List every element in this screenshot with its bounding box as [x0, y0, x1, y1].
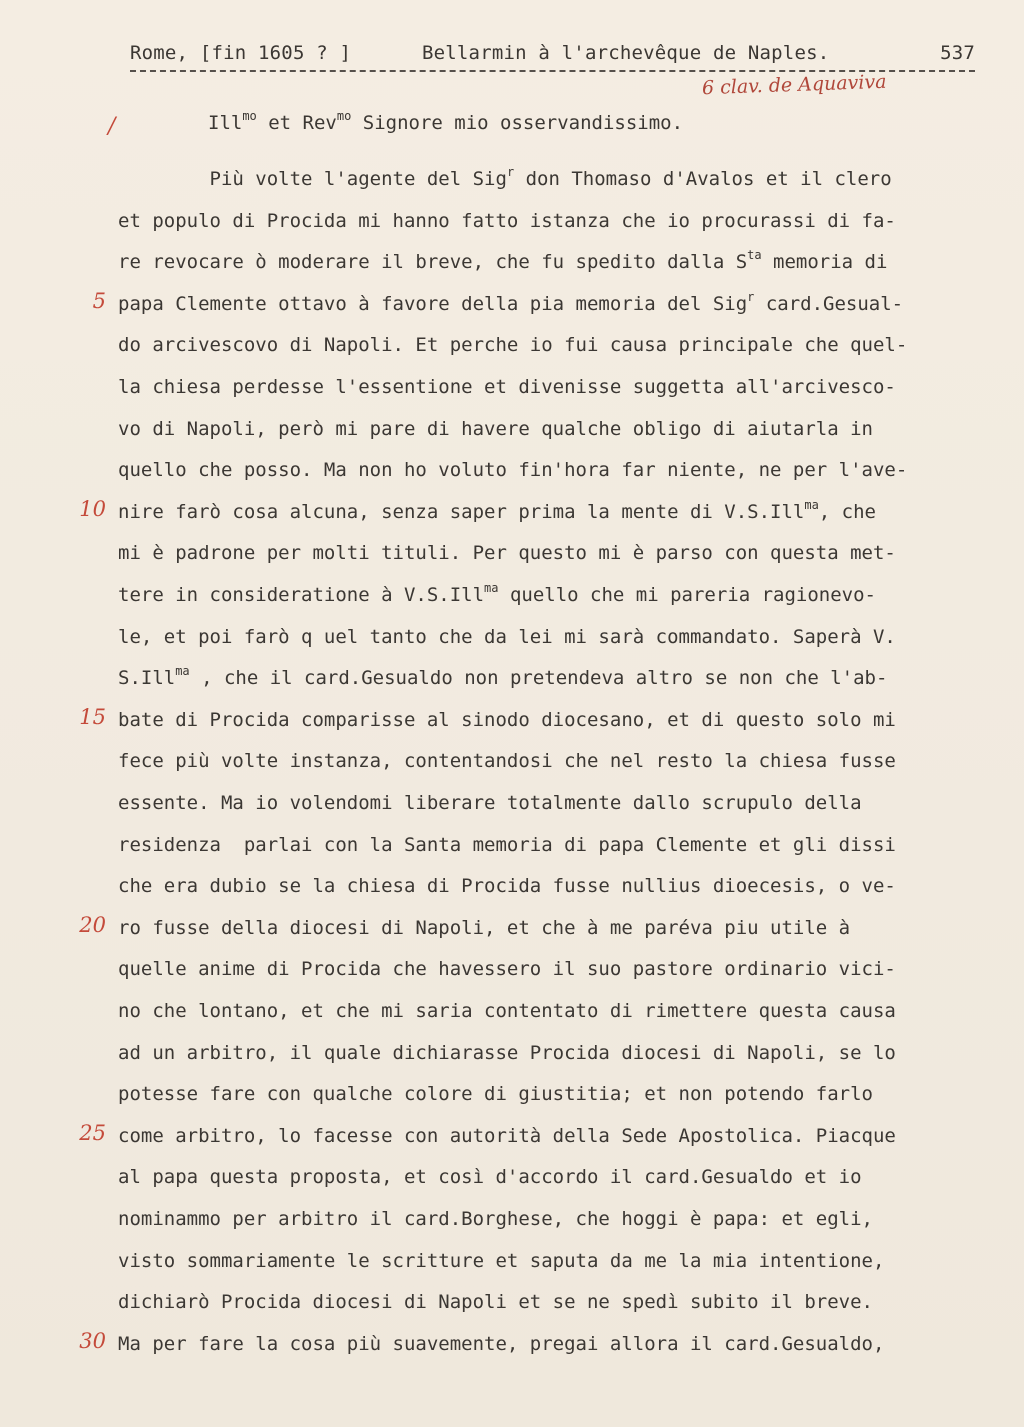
text-line — [118, 990, 988, 1032]
line-number: 30 — [79, 1328, 106, 1353]
text-segment: residenza parlai con la Santa memoria di papa Clemente et gli dissi — [118, 833, 896, 856]
text-line — [118, 1073, 988, 1115]
text-line — [118, 1032, 988, 1074]
text-line — [118, 1323, 988, 1365]
superscript: ta — [747, 248, 762, 263]
salutation-part: et Rev — [256, 112, 337, 134]
text-line — [118, 1281, 988, 1323]
text-line — [118, 1156, 988, 1198]
text-segment: mi è padrone per molti tituli. Per questo mi è parso con questa met- — [118, 542, 896, 565]
text-line — [118, 699, 988, 741]
text-segment: al papa questa proposta, et così d'accordo il card.Gesualdo et io — [118, 1166, 862, 1189]
text-segment: bate di Procida comparisse al sinodo diocesano, et di questo solo mi — [118, 708, 896, 731]
text-segment: do arcivescovo di Napoli. Et perche io fui causa principale che quel- — [118, 334, 908, 357]
text-segment: nire farò cosa alcuna, senza saper prima la mente di V.S.Ill — [118, 500, 805, 523]
text-segment: S.Ill — [118, 667, 176, 690]
text-line — [118, 907, 988, 949]
text-segment: quello che posso. Ma non ho voluto fin'hora far niente, ne per l'ave- — [118, 459, 908, 482]
header-place-date: Rome, [fin 1605 ? ] — [130, 42, 352, 64]
salutation-superscript: mo — [242, 109, 257, 123]
text-line — [118, 366, 988, 408]
text-segment: dichiarò Procida diocesi di Napoli et se ne spedì subito il breve. — [118, 1291, 873, 1314]
text-line — [118, 616, 988, 658]
superscript: r — [506, 165, 515, 179]
handwritten-annotation: 6 clav. de Aquaviva — [701, 70, 887, 100]
text-line — [118, 740, 988, 782]
text-line — [118, 657, 988, 699]
text-line — [118, 948, 988, 990]
text-segment: papa Clemente ottavo à favore della pia memoria del Sig — [118, 292, 748, 315]
text-segment: , che — [818, 500, 876, 523]
text-line — [118, 283, 988, 325]
salutation-part: Ill — [208, 112, 243, 134]
text-line — [118, 1115, 988, 1157]
text-segment: Ma per fare la cosa più suavemente, pregai allora il card.Gesualdo, — [118, 1332, 885, 1355]
page-header — [130, 42, 975, 72]
text-segment: no che lontano, et che mi saria contentato di rimettere questa causa — [118, 1000, 896, 1022]
text-line — [118, 491, 988, 533]
line-number: 15 — [79, 704, 106, 729]
text-segment: visto sommariamente le scritture et saputa da me la mia intentione, — [118, 1249, 885, 1272]
salutation — [208, 109, 684, 134]
text-segment: come arbitro, lo facesse con autorità della Sede Apostolica. Piacque — [118, 1124, 896, 1147]
line-number: 5 — [92, 288, 106, 313]
text-line — [118, 449, 988, 491]
text-segment: fece più volte instanza, contentandosi che nel resto la chiesa fusse — [118, 750, 896, 773]
text-line — [118, 1198, 988, 1240]
text-segment: potesse fare con qualche colore di giustitia; et non potendo farlo — [118, 1083, 873, 1106]
superscript: ma — [484, 581, 499, 595]
text-segment: quello che mi pareria ragionevo- — [498, 584, 876, 606]
salutation-part: Signore mio osservandissimo. — [351, 112, 684, 134]
text-line — [118, 824, 988, 866]
margin-mark: / — [108, 114, 116, 139]
superscript: ma — [804, 497, 819, 512]
text-line — [118, 241, 988, 283]
text-line — [118, 1240, 988, 1282]
line-number: 25 — [79, 1120, 106, 1145]
text-segment: che era dubio se la chiesa di Procida fusse nullius dioecesis, o ve- — [118, 875, 896, 898]
line-number: 20 — [79, 912, 106, 937]
text-segment: card.Gesual- — [754, 292, 904, 315]
text-segment: , che il card.Gesualdo non pretendeva altro se non che l'ab- — [189, 667, 888, 690]
header-page-number: 537 — [940, 42, 975, 64]
text-segment: memoria di — [761, 251, 888, 274]
text-segment: tere in consideratione à V.S.Ill — [118, 584, 485, 606]
text-segment: don Thomaso d'Avalos et il clero — [514, 168, 892, 190]
header-title: Bellarmin à l'archevêque de Naples. — [422, 42, 830, 64]
text-line — [118, 200, 988, 242]
text-segment: nominammo per arbitro il card.Borghese, che hoggi è papa: et egli, — [118, 1208, 873, 1230]
text-line — [118, 782, 988, 824]
text-segment: quelle anime di Procida che havessero il suo pastore ordinario vici- — [118, 958, 896, 981]
text-line — [118, 324, 988, 366]
text-segment: ad un arbitro, il quale dichiarasse Procida diocesi di Napoli, se lo — [118, 1041, 896, 1064]
superscript: r — [747, 289, 755, 304]
text-segment: essente. Ma io volendomi liberare totalmente dallo scrupulo della — [118, 792, 862, 814]
line-number: 10 — [79, 496, 106, 521]
text-segment: vo di Napoli, però mi pare di havere qualche obligo di aiutarla in — [118, 417, 873, 440]
text-segment: re revocare ò moderare il breve, che fu spedito dalla S — [118, 251, 748, 274]
text-line — [118, 408, 988, 450]
superscript: ma — [175, 664, 190, 679]
text-segment: Più volte l'agente del Sig — [118, 168, 507, 190]
text-line — [118, 158, 988, 200]
text-segment: et populo di Procida mi hanno fatto istanza che io procurassi di fa- — [118, 209, 896, 232]
text-segment: la chiesa perdesse l'essentione et divenisse suggetta all'arcivesco- — [118, 376, 896, 398]
salutation-superscript: mo — [336, 109, 352, 123]
text-segment: ro fusse della diocesi di Napoli, et che à me paréva piu utile à — [118, 916, 851, 939]
text-line — [118, 865, 988, 907]
text-line — [118, 532, 988, 574]
text-segment: le, et poi farò q uel tanto che da lei mi sarà commandato. Saperà V. — [118, 625, 896, 648]
text-line — [118, 574, 988, 616]
